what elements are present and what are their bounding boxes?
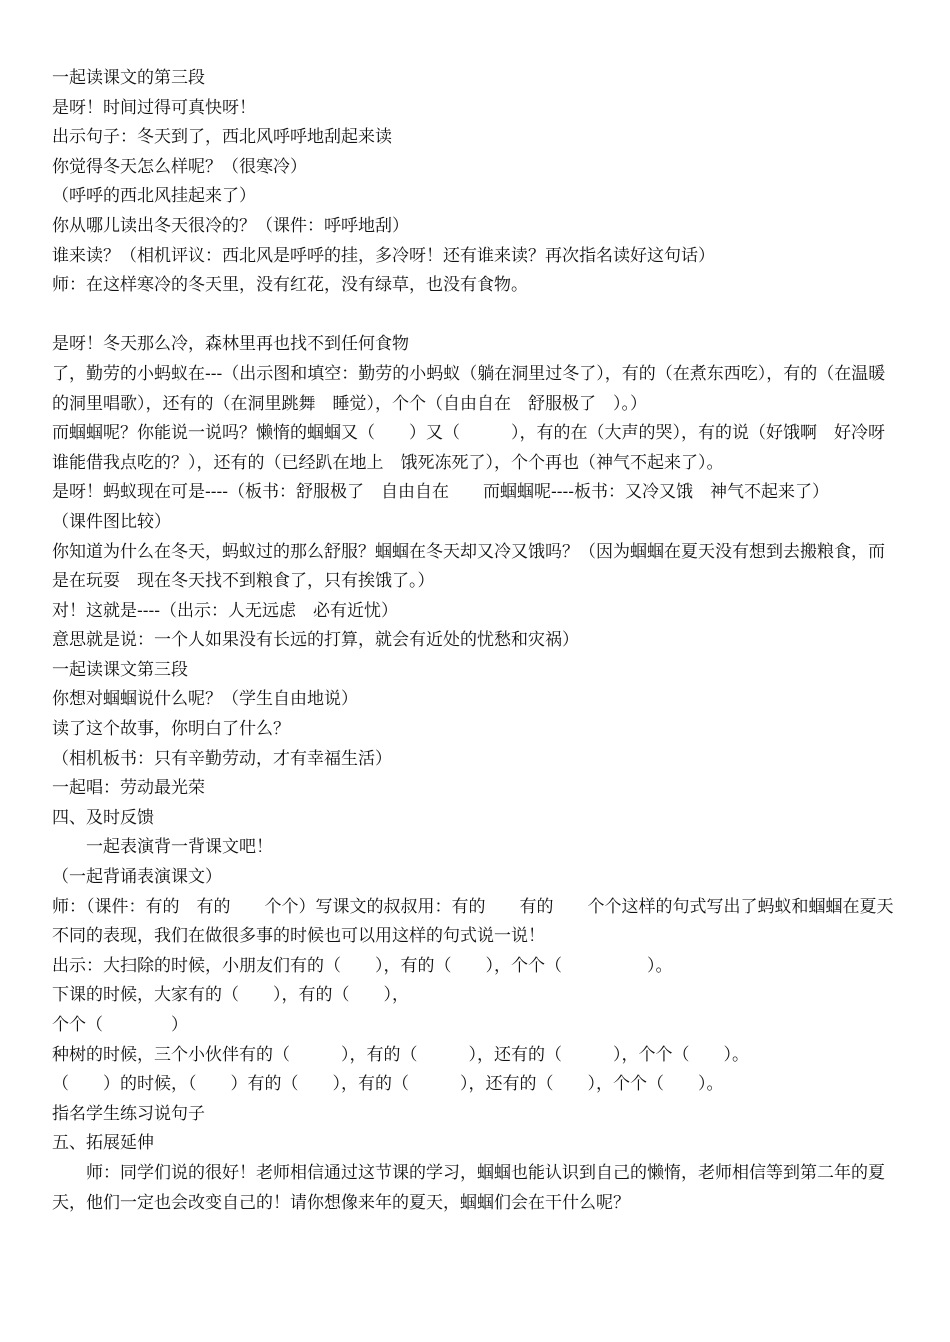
text-line: 你从哪儿读出冬天很冷的？（课件：呼呼地刮）	[52, 215, 409, 236]
section-heading: 五、拓展延伸	[52, 1133, 154, 1154]
text-line: 指名学生练习说句子	[52, 1103, 205, 1124]
text-line: 读了这个故事，你明白了什么？	[52, 719, 290, 740]
text-line: 一起读课文的第三段	[52, 68, 205, 88]
text-line: 下课的时候，大家有的（ ），有的（ ），	[52, 985, 409, 1006]
text-line: 出示：大扫除的时候，小朋友们有的（ ），有的（ ），个个（ ）。	[52, 955, 673, 976]
text-line: 师：（课件：有的 有的 个个）写课文的叔叔用：有的 有的 个个这样的句式写出了蚂蚁和蝈蝈在夏天不同的表现，我们在做很多事的时候也可以用这样的句式说一说！	[52, 896, 894, 947]
text-line: 一起唱：劳动最光荣	[52, 778, 205, 799]
text-line: 师：同学们说的很好！老师相信通过这节课的学习，蝈蝈也能认识到自己的懒惰，老师相信等到第二年的夏天，他们一定也会改变自己的！请你想像来年的夏天，蝈蝈们会在干什么呢？	[52, 1162, 885, 1213]
text-line: （ ）的时候，（ ）有的（ ），有的（ ），还有的（ ），个个（ ）。	[52, 1074, 724, 1095]
text-line: 个个（ ）	[52, 1015, 188, 1035]
text-line: 种树的时候，三个小伙伴有的（ ），有的（ ），还有的（ ），个个（ ）。	[52, 1044, 749, 1065]
text-line: 是呀！蚂蚁现在可是----（板书：舒服极了 自由自在 而蝈蝈呢----板书：又冷又饿 神气不起来了）	[52, 482, 829, 503]
text-line: 对！这就是----（出示：人无远虑 必有近忧）	[52, 600, 398, 621]
text-line: 一起表演背一背课文吧！	[52, 837, 273, 858]
text-line: 是呀！冬天那么冷，森林里再也找不到任何食物	[52, 334, 409, 355]
blank-line	[52, 301, 897, 331]
text-line: 意思就是说：一个人如果没有长远的打算，就会有近处的忧愁和灾祸）	[52, 630, 579, 651]
text-line: （课件图比较）	[52, 511, 171, 532]
text-line: 了，勤劳的小蚂蚁在---（出示图和填空：勤劳的小蚂蚁（躺在洞里过冬了），有的（在煮东西吃），有的（在温暖的洞里唱歌），还有的（在洞里跳舞 睡觉），个个（自由自在 舒服极了 ）。）	[52, 363, 886, 414]
document-body	[52, 64, 902, 1218]
text-line: 而蝈蝈呢？你能说一说吗？懒惰的蝈蝈又（ ）又（ ），有的在（大声的哭），有的说（好饿啊 好冷呀 谁能借我点吃的？），还有的（已经趴在地上 饿死冻死了），个个再也（神气不起来了）。	[52, 423, 902, 473]
text-line: （呼呼的西北风挂起来了）	[52, 186, 256, 207]
text-line: 一起读课文第三段	[52, 659, 188, 680]
text-line: （一起背诵表演课文）	[52, 867, 222, 888]
section-heading: 四、及时反馈	[52, 807, 154, 828]
text-line: 出示句子：冬天到了，西北风呼呼地刮起来读	[52, 127, 392, 148]
text-line: 你想对蝈蝈说什么呢？（学生自由地说）	[52, 689, 358, 710]
text-line: （相机板书：只有辛勤劳动，才有幸福生活）	[52, 748, 392, 769]
text-line: 你觉得冬天怎么样呢？（很寒冷）	[52, 156, 307, 177]
text-line: 谁来读？（相机评议：西北风是呼呼的挂，多冷呀！还有谁来读？再次指名读好这句话）	[52, 245, 715, 266]
text-line: 你知道为什么在冬天，蚂蚁过的那么舒服？蝈蝈在冬天却又冷又饿吗？（因为蝈蝈在夏天没有想到去搬粮食，而是在玩耍 现在冬天找不到粮食了，只有挨饿了。）	[52, 541, 885, 592]
text-line: 是呀！时间过得可真快呀！	[52, 97, 256, 118]
text-line: 师：在这样寒冷的冬天里，没有红花，没有绿草，也没有食物。	[52, 275, 528, 296]
